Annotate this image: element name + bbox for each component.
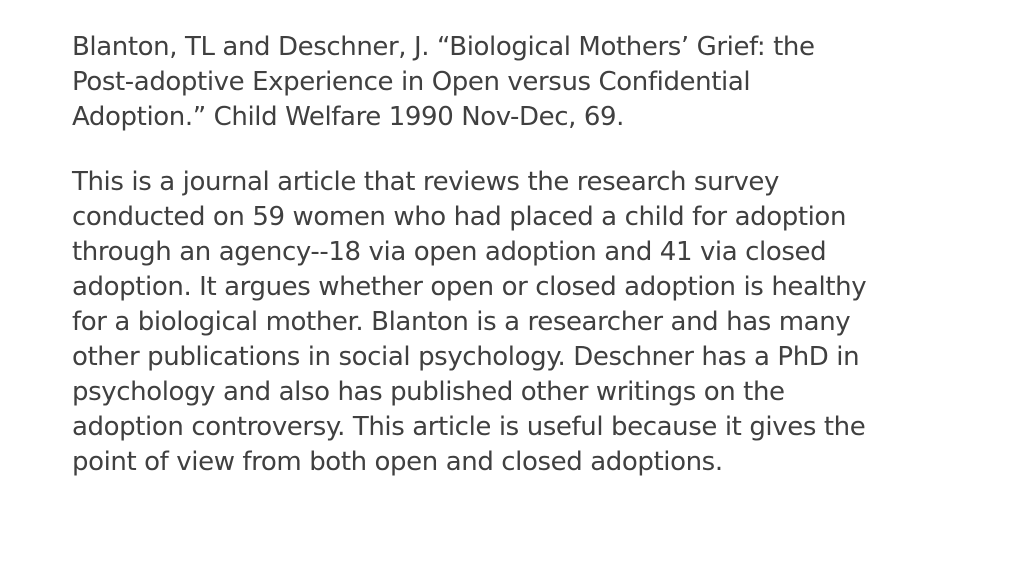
- citation-text: Blanton, TL and Deschner, J. “Biological Mothers’ Grief: the Post-adoptive Experience in Open versus Confidential Adoption.” Child Welfare 1990 Nov-Dec, 69.: [72, 32, 815, 132]
- summary-text: This is a journal article that reviews the research survey conducted on 59 women who had placed a child for adoption through an agency--18 via open adoption and 41 via closed adoption. It argues whether open or closed adoption is healthy for a biological mother. Blanton is a researcher and has many other publications in social psychology. Deschner has a PhD in psychology and also has published other writings on the adoption controversy. This article is useful because it gives the point of view from both open and closed adoptions.: [72, 167, 867, 477]
- paragraph-spacer: [72, 135, 952, 165]
- slide-body: [72, 30, 952, 480]
